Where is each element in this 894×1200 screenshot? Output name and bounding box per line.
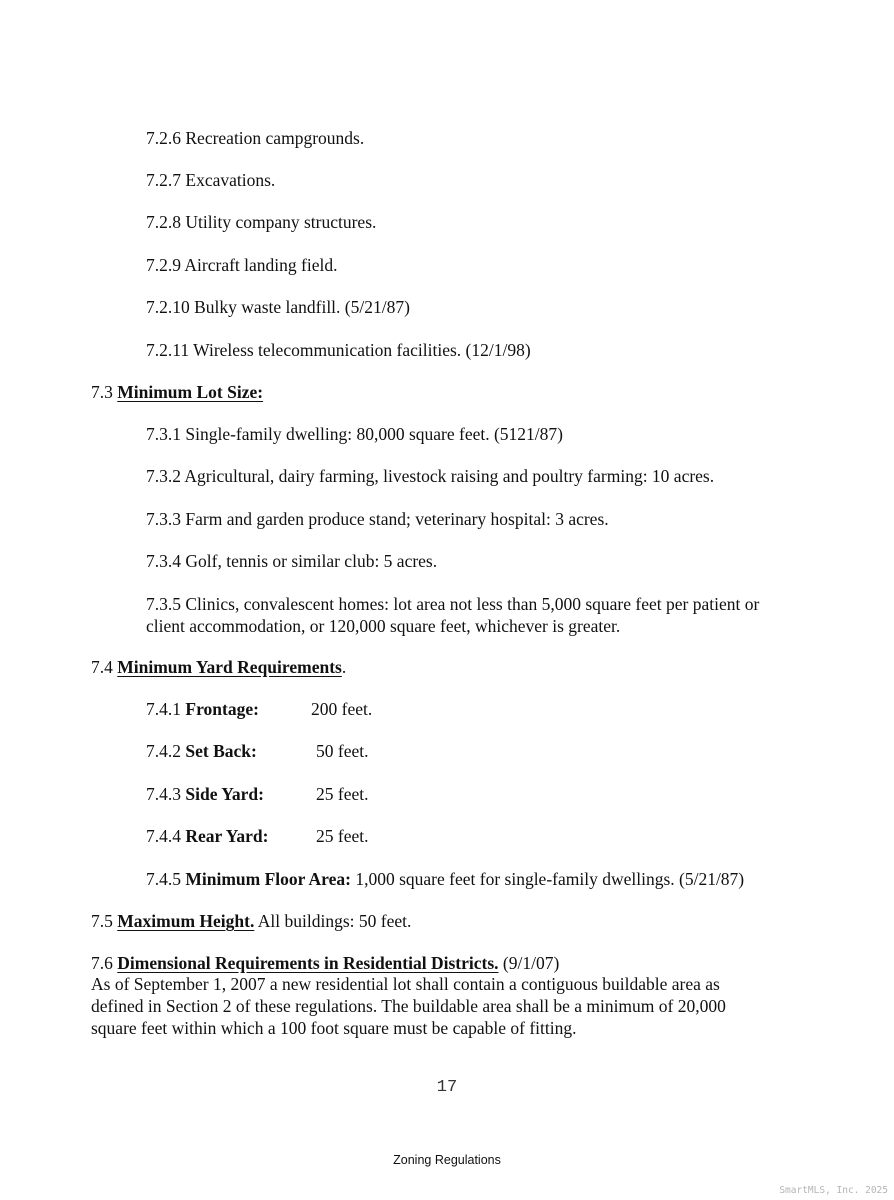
item-7-4-4	[146, 825, 546, 847]
item-7-3-3: 7.3.3 Farm and garden produce stand; veterinary hospital: 3 acres.	[146, 509, 609, 529]
item-label: Minimum Floor Area:	[185, 869, 351, 889]
section-7-4-heading	[91, 656, 346, 678]
item-value: 25 feet.	[316, 784, 369, 804]
item-label: Set Back:	[185, 741, 257, 761]
watermark: SmartMLS, Inc. 2025	[779, 1185, 888, 1196]
section-7-6-body-line-1: As of September 1, 2007 a new residential lot shall contain a contiguous buildable area as	[91, 974, 720, 994]
section-7-6-body-line-3: square feet within which a 100 foot square must be capable of fitting.	[91, 1018, 577, 1038]
item-number: 7.4.4	[146, 826, 181, 846]
section-title: Minimum Lot Size:	[117, 382, 264, 402]
item-value: 50 feet.	[316, 741, 369, 761]
item-7-4-5	[146, 868, 744, 890]
item-7-3-2: 7.3.2 Agricultural, dairy farming, livestock raising and poultry farming: 10 acres.	[146, 466, 715, 486]
section-7-3-heading	[91, 381, 263, 403]
item-7-3-4: 7.3.4 Golf, tennis or similar club: 5 acres.	[146, 551, 438, 571]
page-footer: Zoning Regulations	[393, 1153, 501, 1167]
item-label: Frontage:	[185, 699, 259, 719]
page-number: 17	[436, 1078, 458, 1097]
item-7-4-1	[146, 698, 546, 720]
section-text: All buildings: 50 feet.	[257, 911, 412, 931]
item-7-2-8: 7.2.8 Utility company structures.	[146, 212, 377, 232]
item-value: 1,000 square feet for single-family dwellings. (5/21/87)	[355, 869, 745, 889]
section-title: Dimensional Requirements in Residential Districts.	[117, 953, 499, 973]
section-number: 7.5	[91, 911, 113, 931]
item-label: Side Yard:	[185, 784, 264, 804]
item-7-2-11: 7.2.11 Wireless telecommunication facilities. (12/1/98)	[146, 340, 531, 360]
item-7-3-1: 7.3.1 Single-family dwelling: 80,000 square feet. (5121/87)	[146, 424, 564, 444]
section-7-6-heading	[91, 952, 559, 974]
section-title: Maximum Height.	[117, 911, 255, 931]
item-value: 200 feet.	[311, 699, 373, 719]
section-number: 7.4	[91, 657, 113, 677]
section-date: (9/1/07)	[502, 953, 560, 973]
item-label: Rear Yard:	[185, 826, 269, 846]
section-number: 7.3	[91, 382, 113, 402]
item-7-4-3	[146, 783, 546, 805]
item-7-2-9: 7.2.9 Aircraft landing field.	[146, 255, 338, 275]
item-number: 7.4.1	[146, 699, 181, 719]
item-value: 25 feet.	[316, 826, 369, 846]
section-title-trail: .	[341, 657, 347, 677]
item-number: 7.4.3	[146, 784, 181, 804]
item-7-2-10: 7.2.10 Bulky waste landfill. (5/21/87)	[146, 297, 410, 317]
section-number: 7.6	[91, 953, 113, 973]
section-7-5	[91, 910, 411, 932]
item-7-2-7: 7.2.7 Excavations.	[146, 170, 276, 190]
item-7-2-6: 7.2.6 Recreation campgrounds.	[146, 128, 365, 148]
section-7-6-body-line-2: defined in Section 2 of these regulations. The buildable area shall be a minimum of 20,000	[91, 996, 726, 1016]
item-7-3-5-line-1: 7.3.5 Clinics, convalescent homes: lot area not less than 5,000 square feet per patient or	[146, 594, 760, 614]
item-number: 7.4.2	[146, 741, 181, 761]
item-number: 7.4.5	[146, 869, 181, 889]
item-7-3-5-line-2: client accommodation, or 120,000 square feet, whichever is greater.	[146, 616, 621, 636]
item-7-4-2	[146, 740, 546, 762]
section-title: Minimum Yard Requirements	[117, 657, 342, 677]
